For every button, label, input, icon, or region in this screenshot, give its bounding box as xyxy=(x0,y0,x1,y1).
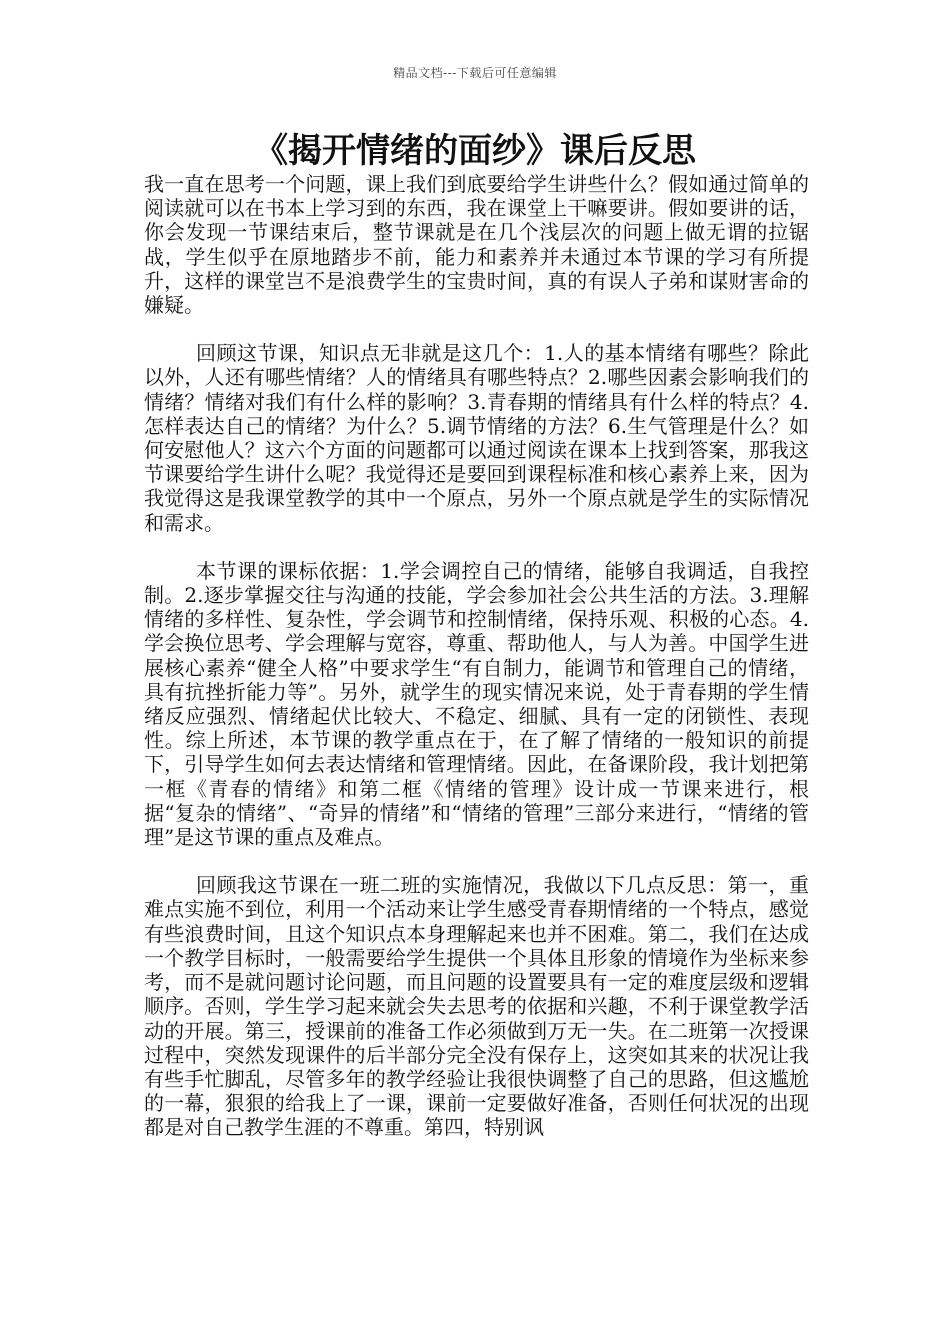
paragraph-4: 回顾我这节课在一班二班的实施情况，我做以下几点反思：第一，重难点实施不到位，利用一个活动来让学生感受青春期情绪的一个特点，感觉有些浪费时间，且这个知识点本身理解起来也并不困难。第二，我们在达成一个教学目标时，一般需要给学生提供一个具体且形象的情境作为坐标来参考，而不是就问题讨论问题，而且问题的设置要具有一定的难度层级和逻辑顺序。否则，学生学习起来就会失去思考的依据和兴趣，不利于课堂教学活动的开展。第三，授课前的准备工作必须做到万无一失。在二班第一次授课过程中，突然发现课件的后半部分完全没有保存上，这突如其来的状况让我有些手忙脚乱，尽管多年的教学经验让我很快调整了自己的思路，但这尴尬的一幕，狠狠的给我上了一课，课前一定要做好准备，否则任何状况的出现都是对自己教学生涯的不尊重。第四，特别讽 xyxy=(144,873,809,1140)
document-body xyxy=(144,172,809,1140)
paragraph-gap xyxy=(144,317,809,341)
paragraph-gap xyxy=(144,849,809,873)
paragraph-1: 我一直在思考一个问题，课上我们到底要给学生讲些什么？假如通过简单的阅读就可以在书本上学习到的东西，我在课堂上干嘛要讲。假如要讲的话，你会发现一节课结束后，整节课就是在几个浅层次的问题上做无谓的拉锯战，学生似乎在原地踏步不前，能力和素养并未通过本节课的学习有所提升，这样的课堂岂不是浪费学生的宝贵时间，真的有误人子弟和谋财害命的嫌疑。 xyxy=(144,172,809,318)
document-title: 《揭开情绪的面纱》课后反思 xyxy=(254,131,696,171)
paragraph-2: 回顾这节课，知识点无非就是这几个：1.人的基本情绪有哪些？除此以外，人还有哪些情绪？人的情绪具有哪些特点？2.哪些因素会影响我们的情绪？情绪对我们有什么样的影响？3.青春期的情绪具有什么样的特点？4.怎样表达自己的情绪？为什么？5.调节情绪的方法？6.生气管理是什么？如何安慰他人？这六个方面的问题都可以通过阅读在课本上找到答案，那我这节课要给学生讲什么呢？我觉得还是要回到课程标准和核心素养上来，因为我觉得这是我课堂教学的其中一个原点，另外一个原点就是学生的实际情况和需求。 xyxy=(144,341,809,535)
paragraph-3: 本节课的课标依据：1.学会调控自己的情绪，能够自我调适，自我控制。2.逐步掌握交往与沟通的技能，学会参加社会公共生活的方法。3.理解情绪的多样性、复杂性，学会调节和控制情绪，保持乐观、积极的心态。4.学会换位思考、学会理解与宽容，尊重、帮助他人，与人为善。中国学生进展核心素养“健全人格”中要求学生“有自制力，能调节和管理自己的情绪，具有抗挫折能力等”。另外，就学生的现实情况来说，处于青春期的学生情绪反应强烈、情绪起伏比较大、不稳定、细腻、具有一定的闭锁性、表现性。综上所述，本节课的教学重点在于，在了解了情绪的一般知识的前提下，引导学生如何去表达情绪和管理情绪。因此，在备课阶段，我计划把第一框《青春的情绪》和第二框《情绪的管理》设计成一节课来进行，根据“复杂的情绪”、“奇异的情绪”和“情绪的管理”三部分来进行，“情绪的管理”是这节课的重点及难点。 xyxy=(144,558,809,850)
header-note: 精品文档---下载后可任意编辑 xyxy=(393,66,557,80)
paragraph-gap xyxy=(144,535,809,559)
